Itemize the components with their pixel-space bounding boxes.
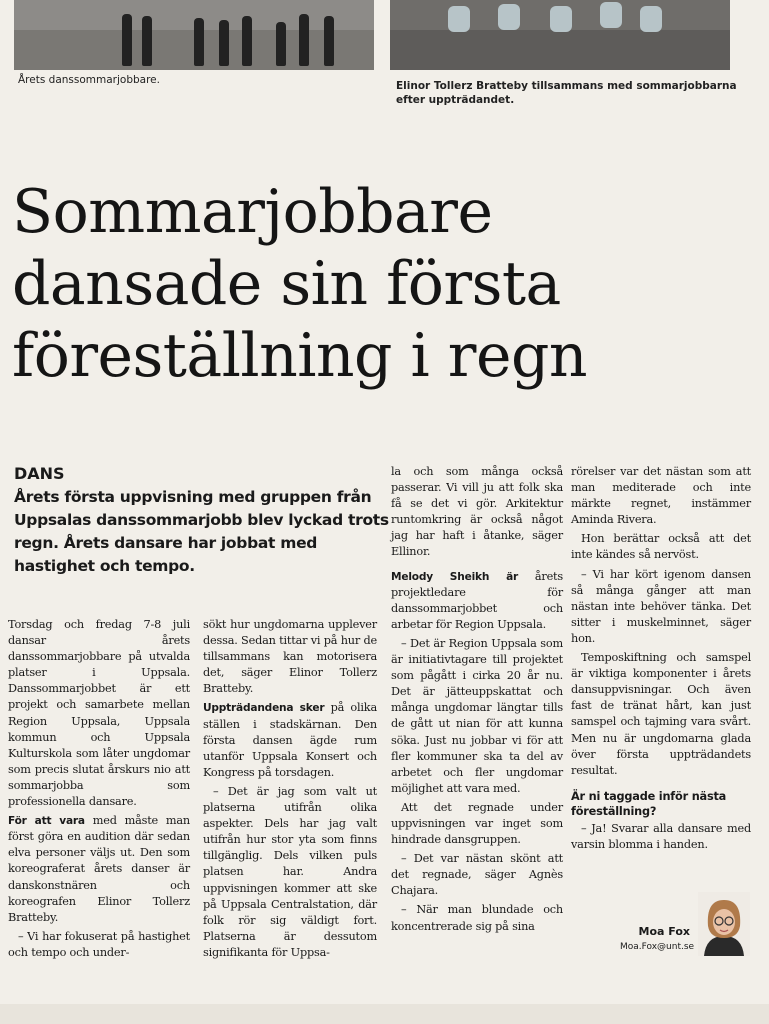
paragraph: – Det var nästan skönt att det regnade, säger Agnès Chajara. — [391, 852, 563, 898]
paragraph: – Det är Region Uppsala som är initiativtagare till projektet som pågått i cirka 20 år nu. Det är jätteuppskattat och många ungdomar längtar tills de gått ut nian för att kunna söka. Just nu jobbar vi för att fler kommuner ska ta del av arbetet och fler ungdomar möjlighet att vara med. — [391, 636, 563, 795]
author-email: Moa.Fox@unt.se — [620, 942, 695, 952]
photo-dancers — [14, 0, 374, 70]
body-column-1 — [8, 617, 190, 964]
author-name: Moa Fox — [638, 925, 690, 938]
body-column-4 — [571, 464, 751, 856]
paragraph: rörelser var det nästan som att man mediterade och inte märkte regnet, instämmer Aminda Rivera. — [571, 465, 751, 527]
paragraph: – Ja! Svarar alla dansare med varsin blomma i handen. — [571, 821, 751, 851]
paragraph-lead-in: Uppträdandena sker — [203, 702, 325, 715]
body-column-2 — [203, 617, 377, 964]
article-headline: Sommarjobbare dansade sin första föreställning i regn — [12, 177, 588, 391]
page-bottom-edge — [0, 1004, 769, 1024]
photo-caption-right: Elinor Tollerz Bratteby tillsammans med sommarjobbarna efter uppträdandet. — [396, 80, 737, 106]
paragraph: – När man blundade och koncentrerade sig på sina — [391, 903, 563, 933]
paragraph — [203, 700, 377, 780]
paragraph: – Det är jag som valt ut platserna utifrån olika aspekter. Dels har jag valt utifrån hur stor yta som finns tillgänglig. Dels vilken puls platsen har. Andra uppvisningen kommer att ske på Uppsala Centralstation, där folk rör sig väldigt fort. Platserna är dessutom signifikanta för Uppsa- — [203, 784, 377, 959]
paragraph: – Vi har fokuserat på hastighet och tempo och under- — [8, 929, 190, 959]
paragraph-text: årets projektledare för danssommarjobbet och arbetar för Region Uppsala. — [391, 569, 563, 631]
paragraph-lead-in: Melody Sheikh är — [391, 570, 519, 583]
body-column-3 — [391, 464, 563, 938]
paragraph: Temposkiftning och samspel är viktiga komponenter i årets dansuppvisningar. Och även fast de tränat hårt, kan just samspel och tajming vara svårt. Men nu är ungdomarna glada över första uppträdandets resultat. — [571, 651, 751, 777]
paragraph: Torsdag och fredag 7-8 juli dansar årets danssommarjobbare på utvalda platser i Uppsala. Danssommarjobbet är ett projekt och samarbete mellan Region Uppsala, Uppsala kommun och Uppsala Kulturskola som låter ungdomar som precis slutat årskurs nio att sommarjobba som professionella dansare. — [8, 618, 190, 809]
byline — [620, 925, 695, 952]
section-kicker: DANS — [14, 464, 65, 483]
subheading: Är ni taggade inför nästa föreställning? — [571, 789, 727, 818]
paragraph-text: på olika ställen i stadskärnan. Den första dansen ägde rum utanför Uppsala Konsert och Kongress på torsdagen. — [203, 701, 377, 779]
paragraph: Hon berättar också att det inte kändes så nervöst. — [571, 532, 751, 562]
paragraph-text: med måste man först göra en audition där sedan elva personer väljs ut. Den som koreograferat årets danser är danskonstnären och koreografen Elinor Tollerz Bratteby. — [8, 814, 190, 924]
photo-group — [390, 0, 730, 70]
article-lead: Årets första uppvisning med gruppen från Uppsalas danssommarjobb blev lyckad trots regn. Årets dansare har jobbat med hastighet och tempo. — [14, 488, 389, 575]
photo-caption-left: Årets danssommarjobbare. — [18, 74, 160, 86]
paragraph: Att det regnade under uppvisningen var inget som hindrade dansgruppen. — [391, 800, 563, 847]
author-avatar — [698, 892, 750, 956]
paragraph: sökt hur ungdomarna upplever dessa. Sedan tittar vi på hur de tillsammans kan motorisera det, säger Elinor Tollerz Bratteby. — [203, 618, 377, 696]
paragraph: la och som många också passerar. Vi vill ju att folk ska få se det vi gör. Arkitektur runtomkring är också något jag har haft i åtanke, säger Ellinor. — [391, 465, 563, 559]
paragraph: – Vi har kört igenom dansen så många gånger att man nästan inte behöver tänka. Det sitter i muskelminnet, säger hon. — [571, 567, 751, 645]
paragraph-lead-in: För att vara — [8, 815, 85, 828]
paragraph — [391, 569, 563, 633]
paragraph — [8, 813, 190, 926]
